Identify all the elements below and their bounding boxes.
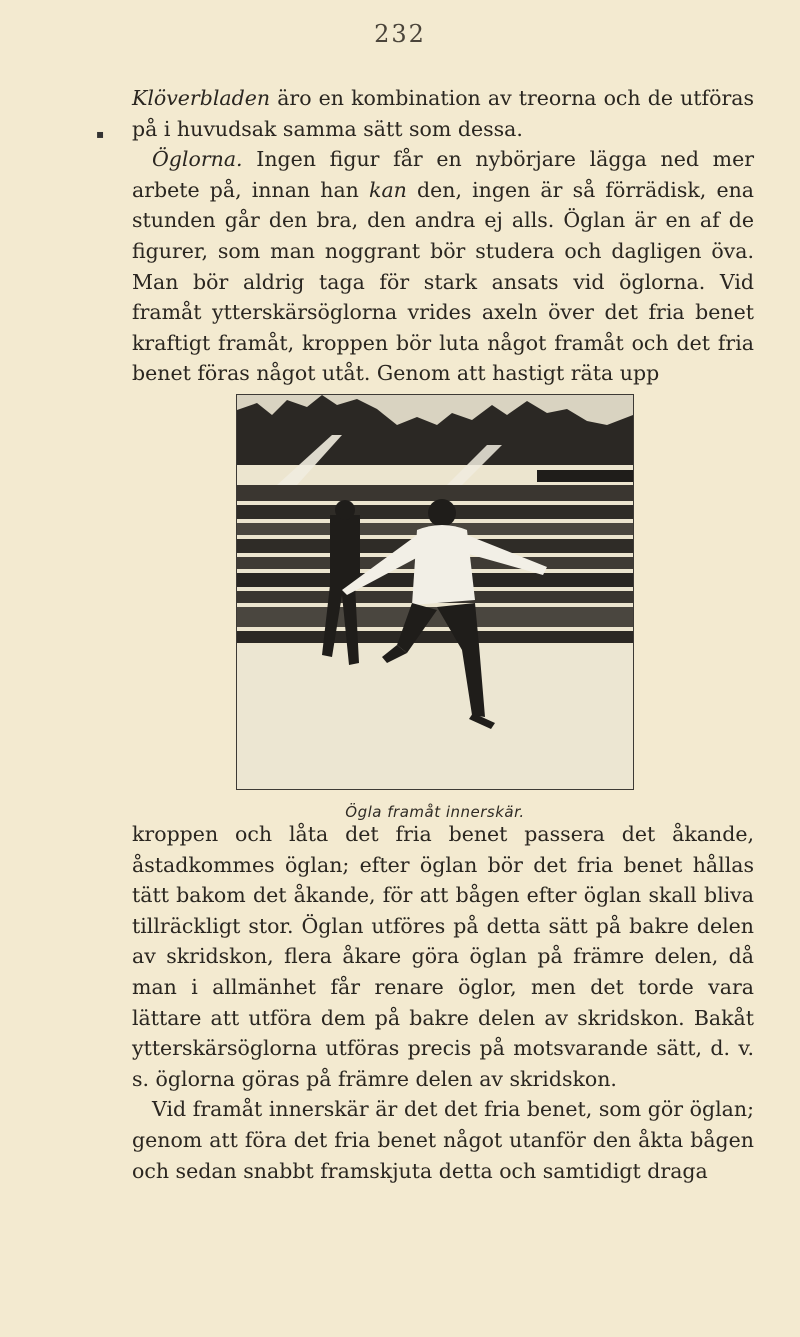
background-person bbox=[330, 515, 360, 585]
paragraph-body: den, ingen är så förrädisk, ena stunden går den bra, den andra ej alls. Öglan är en af de figurer, som man noggrant bör studera och dagligen öva. Man bör aldrig taga för stark ansats vid öglorna. Vid framåt ytterskärsöglorna vrides axeln över det fria benet kraftigt framåt, kroppen bör luta något framåt och det fria benet föras något utåt. Genom att hastigt räta upp bbox=[132, 177, 755, 386]
bottom-text-block bbox=[132, 819, 754, 1186]
skater-photograph bbox=[236, 394, 634, 790]
paragraph-lead: Öglorna. bbox=[152, 147, 243, 172]
page-number: 232 bbox=[374, 20, 426, 48]
paragraph-continuation: kroppen och låta det fria benet passera det åkande, åstadkommes öglan; efter öglan bör det fria benet hållas tätt bakom det åkande, för att bågen efter öglan skall bliva tillräckligt stor. Öglan utföres på detta sätt på bakre delen av skridskon, flera åkare göra öglan på främre delen, då man i allmänhet får renare öglor, men det torde vara lättare att utföra dem på bakre delen av skridskon. Bakåt ytterskärsöglorna utföras precis på motsvarande sätt, d. v. s. öglorna göras på främre delen av skridskon. bbox=[132, 822, 754, 1091]
margin-bullet: ▪ bbox=[96, 127, 105, 141]
paragraph-lead: Klöverbladen bbox=[132, 86, 271, 110]
stand-row bbox=[237, 485, 633, 501]
emphasis-word: kan bbox=[369, 177, 407, 202]
paragraph-klöverbladen bbox=[132, 83, 754, 144]
top-text-block bbox=[132, 83, 754, 389]
figure-caption: Ögla framåt innerskär. bbox=[345, 803, 525, 821]
paragraph-innerskär: Vid framåt innerskär är det det fria benet, som gör öglan; genom att föra det fria benet något utanför den åkta bågen och sedan snabbt framskjuta detta och samtidigt draga bbox=[132, 1097, 754, 1183]
paragraph-body: äro en kombination av treorna och de utföras på i huvudsak samma sätt som dessa. bbox=[132, 86, 754, 141]
paragraph-öglorna bbox=[132, 144, 754, 389]
ice-surface bbox=[237, 645, 633, 789]
paragraph-body: Ingen figur får en nybörjare lägga ned mer arbete på, innan han bbox=[132, 147, 754, 202]
